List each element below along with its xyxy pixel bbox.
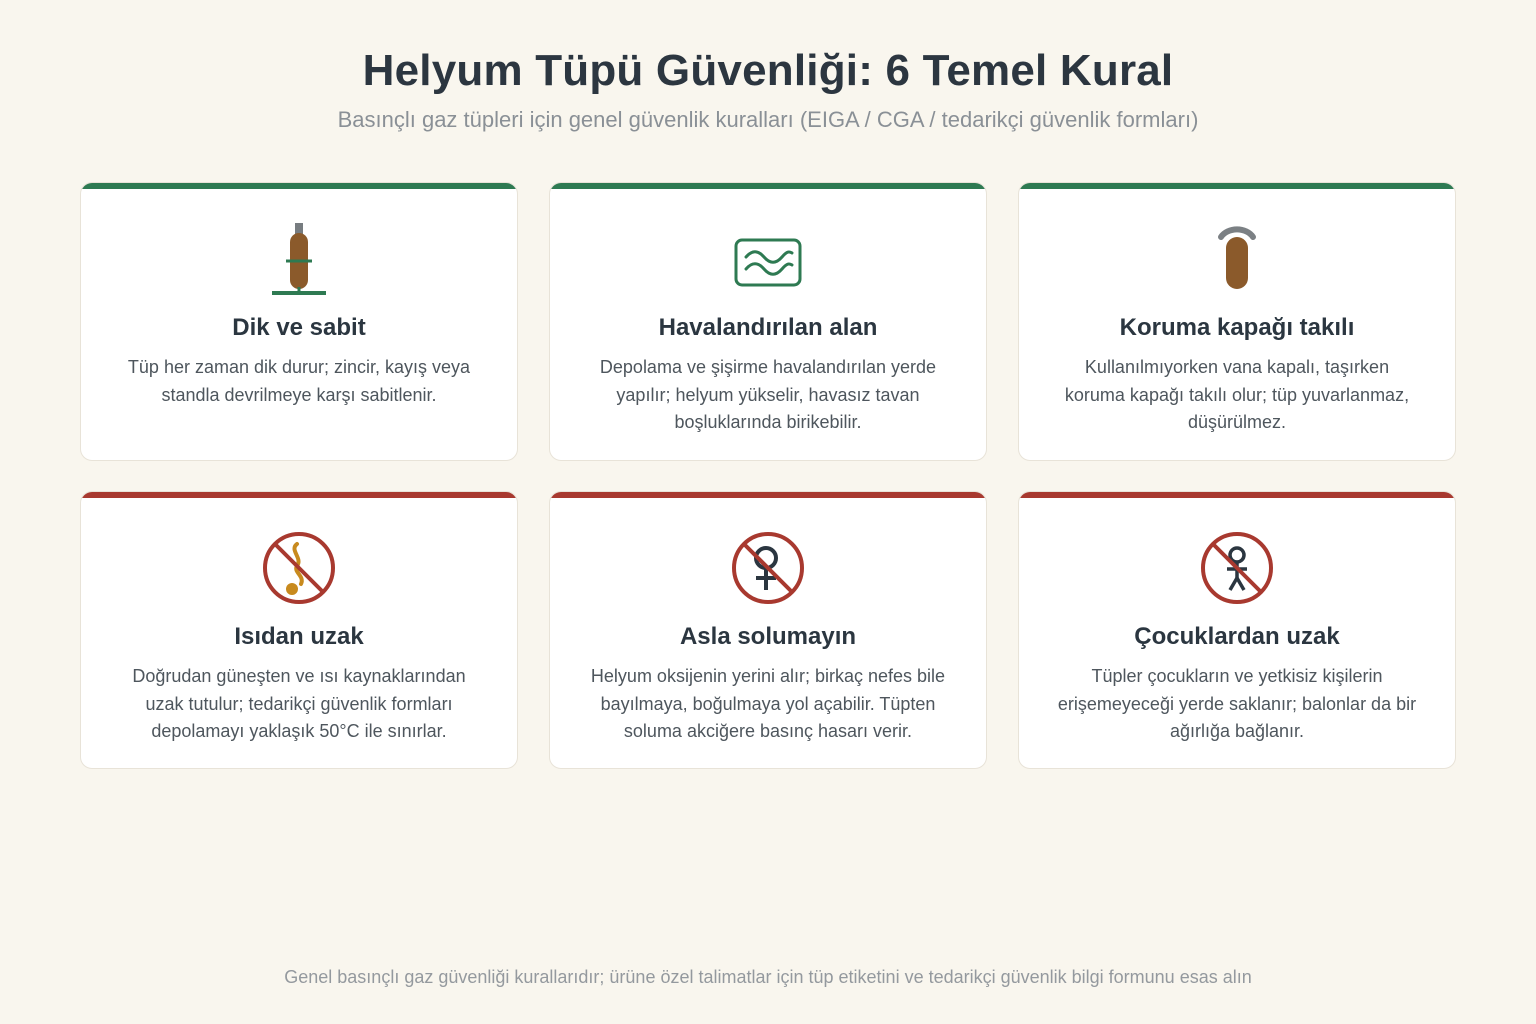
- cylinder-cap-icon: [1197, 219, 1277, 299]
- footer-note: Genel basınçlı gaz güvenliği kurallarıdır; ürüne özel talimatlar için tüp etiketini ve tedarikçi güvenlik bilgi formunu esas alın: [284, 967, 1252, 987]
- card-title: Koruma kapağı takılı: [1119, 314, 1355, 341]
- rule-card-upright: [80, 182, 518, 461]
- card-text: Depolama ve şişirme havalandırılan yerde yapılır; helyum yükselir, havasız tavan boşluklarında birikebilir.: [599, 357, 937, 432]
- rule-card-children: [1018, 491, 1456, 769]
- card-text: Helyum oksijenin yerini alır; birkaç nefes bile bayılmaya, boğulmaya yol açabilir. Tüpten soluma akciğere basınç hasarı verir.: [590, 666, 946, 741]
- page-subtitle: Basınçlı gaz tüpleri için genel güvenlik kuralları (EIGA / CGA / tedarikçi güvenlik formları): [337, 107, 1199, 132]
- page-title: Helyum Tüpü Güvenliği: 6 Temel Kural: [362, 46, 1174, 95]
- rule-card-heat: [80, 491, 518, 769]
- rule-card-inhale: [549, 491, 987, 769]
- no-inhale-icon: [728, 528, 808, 608]
- card-accent-bar: [550, 183, 986, 189]
- rules-grid: [80, 182, 1456, 769]
- no-children-icon: [1197, 528, 1277, 608]
- card-title: Dik ve sabit: [232, 314, 366, 341]
- card-text: Tüp her zaman dik durur; zincir, kayış veya standla devrilmeye karşı sabitlenir.: [127, 357, 471, 405]
- rule-card-ventilation: [549, 182, 987, 461]
- card-title: Havalandırılan alan: [658, 314, 878, 341]
- no-heat-icon: [259, 528, 339, 608]
- upright-secured-cylinder-icon: [259, 219, 339, 299]
- card-accent-bar: [1019, 492, 1455, 498]
- card-title: Çocuklardan uzak: [1134, 623, 1340, 650]
- card-accent-bar: [81, 183, 517, 189]
- card-text: Kullanılmıyorken vana kapalı, taşırken koruma kapağı takılı olur; tüp yuvarlanmaz, düşürülmez.: [1064, 357, 1410, 432]
- card-text: Doğrudan güneşten ve ısı kaynaklarından uzak tutulur; tedarikçi güvenlik formları depolamayı yaklaşık 50°C ile sınırlar.: [132, 666, 466, 741]
- card-text: Tüpler çocukların ve yetkisiz kişilerin erişemeyeceği yerde saklanır; balonlar da bir ağırlığa bağlanır.: [1057, 666, 1417, 741]
- card-accent-bar: [550, 492, 986, 498]
- card-title: Asla solumayın: [679, 623, 857, 650]
- card-title: Isıdan uzak: [234, 623, 364, 650]
- rule-card-cap: [1018, 182, 1456, 461]
- card-accent-bar: [1019, 183, 1455, 189]
- ventilation-icon: [728, 219, 808, 299]
- card-accent-bar: [81, 492, 517, 498]
